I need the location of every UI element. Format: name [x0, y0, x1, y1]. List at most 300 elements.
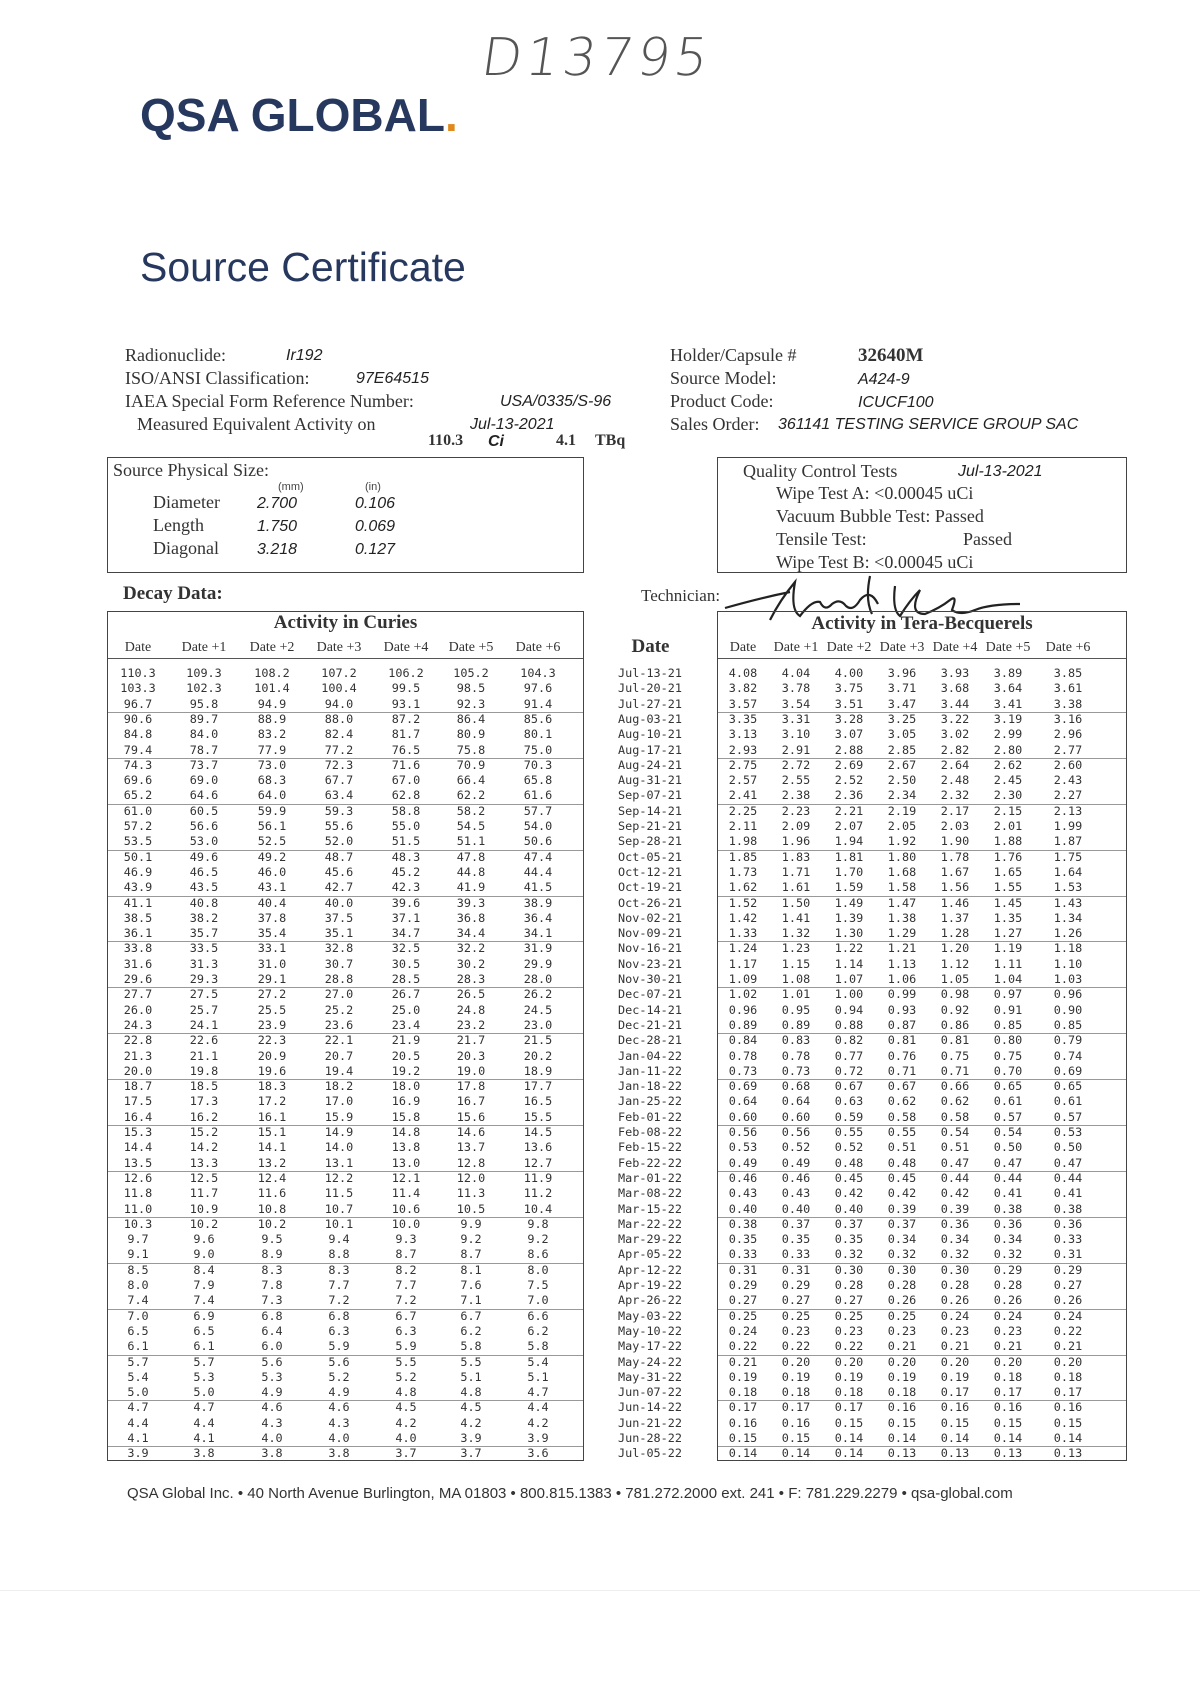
- date-cell: Sep-07-21: [618, 788, 682, 803]
- tbq-cell: 2.48: [940, 773, 970, 788]
- tbq-cell: 1.29: [887, 926, 917, 941]
- date-cell: Mar-01-22: [618, 1170, 682, 1185]
- date-cell: Jul-13-21: [618, 666, 682, 680]
- curies-cell: 92.3: [456, 696, 486, 711]
- tbq-cell: 0.15: [728, 1431, 758, 1445]
- curies-cell: 62.8: [391, 788, 421, 803]
- curies-cell: 10.6: [391, 1201, 421, 1216]
- curies-cell: 12.8: [456, 1155, 486, 1170]
- tbq-cell: 2.99: [993, 727, 1023, 742]
- tbq-cell: 0.53: [1053, 1125, 1083, 1139]
- date-cell: Jul-27-21: [618, 696, 682, 711]
- curies-col-header: Date +4: [383, 640, 429, 655]
- tbq-cell: 0.65: [1053, 1079, 1083, 1094]
- curies-cell: 53.0: [189, 834, 219, 849]
- curies-cell: 18.7: [123, 1079, 153, 1094]
- tbq-cell: 0.81: [940, 1033, 970, 1048]
- curies-cell: 4.2: [395, 1415, 417, 1430]
- tbq-cell: 2.15: [993, 803, 1023, 818]
- tbq-cell: 1.71: [781, 864, 811, 879]
- tbq-cell: 0.74: [1053, 1048, 1083, 1063]
- curies-cell: 50.6: [523, 834, 553, 849]
- curies-cell: 80.1: [523, 727, 553, 742]
- tbq-cell: 0.44: [993, 1170, 1023, 1185]
- tbq-cell: 0.23: [834, 1323, 864, 1338]
- curies-cell: 4.4: [193, 1415, 215, 1430]
- curies-cell: 85.6: [523, 711, 553, 726]
- curies-cell: 6.7: [395, 1308, 417, 1323]
- tbq-cell: 0.64: [781, 1094, 811, 1109]
- curies-cell: 7.6: [460, 1278, 482, 1292]
- tbq-cell: 0.98: [940, 987, 970, 1002]
- curies-cell: 5.7: [193, 1354, 215, 1369]
- tbq-cell: 3.31: [781, 711, 811, 726]
- tbq-cell: 0.22: [781, 1339, 811, 1354]
- date-cell: Nov-16-21: [618, 941, 682, 956]
- curies-cell: 24.8: [456, 1002, 486, 1017]
- curies-cell: 7.4: [193, 1293, 215, 1308]
- curies-cell: 8.7: [395, 1247, 417, 1262]
- tbq-cell: 0.25: [834, 1308, 864, 1323]
- tbq-cell: 1.88: [993, 834, 1023, 849]
- curies-header-divider: [108, 658, 583, 659]
- curies-cell: 21.9: [391, 1033, 421, 1048]
- curies-cell: 4.1: [127, 1431, 149, 1445]
- curies-cell: 67.7: [324, 773, 354, 788]
- curies-cell: 67.0: [391, 773, 421, 788]
- curies-cell: 6.8: [328, 1308, 350, 1323]
- tbq-cell: 0.89: [781, 1017, 811, 1032]
- curies-cell: 4.5: [395, 1400, 417, 1415]
- tbq-cell: 0.25: [728, 1308, 758, 1323]
- date-cell: Sep-28-21: [618, 834, 682, 849]
- curies-cell: 4.8: [395, 1385, 417, 1400]
- tbq-cell: 0.29: [728, 1278, 758, 1292]
- tbq-cell: 1.12: [940, 956, 970, 971]
- curies-cell: 13.1: [324, 1155, 354, 1170]
- tbq-cell: 0.16: [887, 1400, 917, 1415]
- curies-cell: 107.2: [321, 666, 357, 680]
- curies-cell: 96.7: [123, 696, 153, 711]
- tbq-cell: 0.32: [834, 1247, 864, 1262]
- tbq-cell: 1.73: [728, 864, 758, 879]
- activity-tbq: 4.1: [556, 432, 576, 449]
- tbq-cell: 0.52: [834, 1140, 864, 1155]
- tbq-cell: 0.44: [1053, 1170, 1083, 1185]
- tbq-cell: 0.27: [834, 1293, 864, 1308]
- tbq-cell: 0.26: [887, 1293, 917, 1308]
- tbq-cell: 2.88: [834, 742, 864, 757]
- tbq-cell: 0.32: [940, 1247, 970, 1262]
- tbq-col-header: Date +6: [1045, 640, 1091, 655]
- iso-value: 97E64515: [356, 370, 429, 387]
- tbq-cell: 0.14: [781, 1446, 811, 1461]
- curies-cell: 8.2: [395, 1262, 417, 1277]
- tbq-cell: 1.22: [834, 941, 864, 956]
- tbq-cell: 0.28: [940, 1278, 970, 1292]
- tbq-cell: 0.88: [834, 1017, 864, 1032]
- tbq-cell: 0.51: [887, 1140, 917, 1155]
- curies-cell: 37.8: [257, 910, 287, 925]
- date-cell: Jan-11-22: [618, 1063, 682, 1078]
- tbq-cell: 0.22: [1053, 1323, 1083, 1338]
- curies-cell: 5.0: [193, 1385, 215, 1400]
- date-cell: Apr-12-22: [618, 1262, 682, 1277]
- tbq-cell: 0.68: [781, 1079, 811, 1094]
- tbq-cell: 2.32: [940, 788, 970, 803]
- tbq-cell: 0.49: [781, 1155, 811, 1170]
- curies-cell: 94.0: [324, 696, 354, 711]
- curies-cell: 13.0: [391, 1155, 421, 1170]
- curies-cell: 6.2: [460, 1323, 482, 1338]
- curies-cell: 14.1: [257, 1140, 287, 1155]
- tbq-cell: 0.17: [781, 1400, 811, 1415]
- curies-cell: 32.5: [391, 941, 421, 956]
- curies-cell: 27.0: [324, 987, 354, 1002]
- tbq-cell: 0.95: [781, 1002, 811, 1017]
- curies-cell: 5.4: [127, 1369, 149, 1384]
- curies-cell: 3.9: [127, 1446, 149, 1461]
- size-in-length: 0.069: [355, 518, 396, 535]
- tbq-cell: 0.18: [834, 1385, 864, 1400]
- tbq-cell: 3.02: [940, 727, 970, 742]
- ci-unit: Ci: [488, 433, 504, 450]
- tbq-cell: 3.68: [940, 681, 970, 696]
- curies-cell: 43.9: [123, 880, 153, 895]
- date-cell: Jun-28-22: [618, 1431, 682, 1445]
- tbq-cell: 0.26: [1053, 1293, 1083, 1308]
- tbq-cell: 0.78: [781, 1048, 811, 1063]
- tbq-cell: 1.50: [781, 895, 811, 910]
- curies-cell: 34.1: [523, 926, 553, 941]
- curies-cell: 14.9: [324, 1125, 354, 1139]
- curies-cell: 39.6: [391, 895, 421, 910]
- tbq-cell: 0.93: [887, 1002, 917, 1017]
- tbq-cell: 0.92: [940, 1002, 970, 1017]
- curies-cell: 70.3: [523, 757, 553, 772]
- curies-cell: 90.6: [123, 711, 153, 726]
- tbq-cell: 0.53: [728, 1140, 758, 1155]
- tbq-cell: 0.23: [887, 1323, 917, 1338]
- tbq-cell: 0.33: [1053, 1232, 1083, 1247]
- curies-cell: 99.5: [391, 681, 421, 696]
- curies-cell: 7.7: [328, 1278, 350, 1292]
- tbq-cell: 2.57: [728, 773, 758, 788]
- tbq-cell: 0.59: [834, 1109, 864, 1124]
- tbq-cell: 0.57: [1053, 1109, 1083, 1124]
- date-cell: Jan-25-22: [618, 1094, 682, 1109]
- tbq-cell: 1.98: [728, 834, 758, 849]
- curies-cell: 43.1: [257, 880, 287, 895]
- tbq-cell: 0.26: [993, 1293, 1023, 1308]
- tbq-cell: 1.17: [728, 956, 758, 971]
- curies-cell: 62.2: [456, 788, 486, 803]
- date-cell: Jul-20-21: [618, 681, 682, 696]
- curies-cell: 21.1: [189, 1048, 219, 1063]
- tbq-cell: 0.38: [1053, 1201, 1083, 1216]
- tbq-cell: 0.26: [940, 1293, 970, 1308]
- tbq-cell: 0.58: [940, 1109, 970, 1124]
- curies-cell: 9.0: [193, 1247, 215, 1262]
- date-cell: Dec-21-21: [618, 1017, 682, 1032]
- curies-cell: 6.0: [261, 1339, 283, 1354]
- curies-cell: 12.2: [324, 1170, 354, 1185]
- date-cell: Aug-03-21: [618, 711, 682, 726]
- tbq-cell: 2.09: [781, 819, 811, 833]
- curies-cell: 17.5: [123, 1094, 153, 1109]
- curies-cell: 77.2: [324, 742, 354, 757]
- curies-cell: 35.1: [324, 926, 354, 941]
- tbq-cell: 0.21: [728, 1354, 758, 1369]
- curies-cell: 15.1: [257, 1125, 287, 1139]
- curies-cell: 13.3: [189, 1155, 219, 1170]
- curies-cell: 8.9: [261, 1247, 283, 1262]
- date-cell: Oct-05-21: [618, 849, 682, 864]
- tbq-cell: 0.40: [834, 1201, 864, 1216]
- curies-cell: 73.7: [189, 757, 219, 772]
- tbq-cell: 0.36: [940, 1216, 970, 1231]
- date-cell: Oct-26-21: [618, 895, 682, 910]
- curies-cell: 22.6: [189, 1033, 219, 1048]
- tbq-cell: 0.17: [940, 1385, 970, 1400]
- curies-cell: 48.3: [391, 849, 421, 864]
- tbq-cell: 2.13: [1053, 803, 1083, 818]
- iso-label: ISO/ANSI Classification:: [125, 368, 310, 388]
- curies-cell: 7.2: [328, 1293, 350, 1308]
- tbq-cell: 1.61: [781, 880, 811, 895]
- document-title: Source Certificate: [140, 244, 466, 290]
- tbq-cell: 0.51: [940, 1140, 970, 1155]
- curies-cell: 4.0: [261, 1431, 283, 1445]
- curies-cell: 25.7: [189, 1002, 219, 1017]
- curies-cell: 19.8: [189, 1063, 219, 1078]
- tbq-cell: 1.13: [887, 956, 917, 971]
- tbq-cell: 2.50: [887, 773, 917, 788]
- curies-cell: 102.3: [186, 681, 222, 696]
- tbq-cell: 1.21: [887, 941, 917, 956]
- tbq-title: Activity in Tera-Becquerels: [811, 613, 1033, 634]
- tbq-cell: 1.34: [1053, 910, 1083, 925]
- date-cell: Feb-15-22: [618, 1140, 682, 1155]
- curies-cell: 7.9: [193, 1278, 215, 1292]
- curies-cell: 20.3: [456, 1048, 486, 1063]
- curies-cell: 15.6: [456, 1109, 486, 1124]
- curies-cell: 3.8: [193, 1446, 215, 1461]
- tbq-cell: 3.78: [781, 681, 811, 696]
- tbq-cell: 0.27: [1053, 1278, 1083, 1292]
- tbq-cell: 0.18: [993, 1369, 1023, 1384]
- tbq-cell: 0.24: [1053, 1308, 1083, 1323]
- curies-cell: 5.3: [193, 1369, 215, 1384]
- curies-cell: 37.5: [324, 910, 354, 925]
- curies-cell: 100.4: [321, 681, 357, 696]
- tbq-col-header: Date: [729, 640, 757, 655]
- date-cell: Jan-18-22: [618, 1079, 682, 1094]
- curies-cell: 27.7: [123, 987, 153, 1002]
- size-in-diameter: 0.106: [355, 495, 396, 512]
- tbq-cell: 1.92: [887, 834, 917, 849]
- tbq-cell: 2.72: [781, 757, 811, 772]
- curies-cell: 82.4: [324, 727, 354, 742]
- curies-cell: 7.0: [127, 1308, 149, 1323]
- tbq-cell: 0.75: [993, 1048, 1023, 1063]
- tbq-cell: 3.38: [1053, 696, 1083, 711]
- size-mm-diagonal: 3.218: [257, 541, 298, 558]
- tbq-cell: 0.77: [834, 1048, 864, 1063]
- curies-cell: 4.2: [527, 1415, 549, 1430]
- tbq-cell: 1.35: [993, 910, 1023, 925]
- curies-cell: 42.7: [324, 880, 354, 895]
- curies-cell: 6.7: [460, 1308, 482, 1323]
- tbq-cell: 1.32: [781, 926, 811, 941]
- curies-cell: 86.4: [456, 711, 486, 726]
- curies-cell: 8.3: [328, 1262, 350, 1277]
- curies-cell: 32.8: [324, 941, 354, 956]
- curies-cell: 11.2: [523, 1186, 553, 1201]
- date-cell: Dec-07-21: [618, 987, 682, 1002]
- tensile-value: Passed: [963, 529, 1012, 549]
- curies-cell: 4.5: [460, 1400, 482, 1415]
- tbq-cell: 1.52: [728, 895, 758, 910]
- tbq-cell: 2.30: [993, 788, 1023, 803]
- curies-cell: 31.0: [257, 956, 287, 971]
- curies-cell: 6.3: [395, 1323, 417, 1338]
- curies-cell: 15.8: [391, 1109, 421, 1124]
- curies-cell: 49.6: [189, 849, 219, 864]
- curies-cell: 77.9: [257, 742, 287, 757]
- curies-col-header: Date: [124, 640, 152, 655]
- curies-cell: 24.3: [123, 1017, 153, 1032]
- tbq-cell: 0.25: [887, 1308, 917, 1323]
- tbq-cell: 4.00: [834, 666, 864, 680]
- tbq-cell: 3.71: [887, 681, 917, 696]
- tbq-cell: 0.48: [834, 1155, 864, 1170]
- curies-cell: 28.5: [391, 972, 421, 986]
- curies-cell: 15.5: [523, 1109, 553, 1124]
- tbq-cell: 1.26: [1053, 926, 1083, 941]
- page-bottom-line: [0, 1590, 1200, 1591]
- tbq-cell: 1.06: [887, 972, 917, 986]
- tbq-cell: 2.07: [834, 819, 864, 833]
- tbq-cell: 2.67: [887, 757, 917, 772]
- curies-cell: 74.3: [123, 757, 153, 772]
- tbq-cell: 0.31: [1053, 1247, 1083, 1262]
- tbq-cell: 0.14: [728, 1446, 758, 1461]
- curies-cell: 42.3: [391, 880, 421, 895]
- curies-cell: 97.6: [523, 681, 553, 696]
- curies-cell: 19.6: [257, 1063, 287, 1078]
- tbq-cell: 0.61: [1053, 1094, 1083, 1109]
- wipe-test-b: Wipe Test B: <0.00045 uCi: [776, 552, 974, 572]
- curies-cell: 34.7: [391, 926, 421, 941]
- curies-cell: 6.1: [127, 1339, 149, 1354]
- curies-cell: 9.5: [261, 1232, 283, 1247]
- curies-cell: 41.9: [456, 880, 486, 895]
- curies-cell: 12.7: [523, 1155, 553, 1170]
- tbq-cell: 0.38: [728, 1216, 758, 1231]
- curies-cell: 75.0: [523, 742, 553, 757]
- tbq-unit: TBq: [595, 432, 626, 449]
- curies-cell: 23.2: [456, 1017, 486, 1032]
- curies-cell: 25.2: [324, 1002, 354, 1017]
- tbq-cell: 3.16: [1053, 711, 1083, 726]
- tbq-cell: 0.85: [1053, 1017, 1083, 1032]
- curies-cell: 53.5: [123, 834, 153, 849]
- tbq-cell: 0.23: [781, 1323, 811, 1338]
- tbq-cell: 1.65: [993, 864, 1023, 879]
- curies-cell: 10.7: [324, 1201, 354, 1216]
- tbq-cell: 1.28: [940, 926, 970, 941]
- curies-cell: 64.6: [189, 788, 219, 803]
- tbq-cell: 1.07: [834, 972, 864, 986]
- tbq-cell: 0.31: [728, 1262, 758, 1277]
- tbq-cell: 0.55: [834, 1125, 864, 1139]
- curies-cell: 35.7: [189, 926, 219, 941]
- curies-cell: 3.9: [460, 1431, 482, 1445]
- tbq-cell: 3.89: [993, 666, 1023, 680]
- tbq-cell: 2.60: [1053, 757, 1083, 772]
- curies-cell: 22.1: [324, 1033, 354, 1048]
- tbq-cell: 0.17: [1053, 1385, 1083, 1400]
- curies-cell: 36.4: [523, 910, 553, 925]
- curies-cell: 69.0: [189, 773, 219, 788]
- tbq-cell: 0.19: [834, 1369, 864, 1384]
- tbq-cell: 0.23: [993, 1323, 1023, 1338]
- curies-cell: 10.8: [257, 1201, 287, 1216]
- curies-cell: 46.9: [123, 864, 153, 879]
- qc-title: Quality Control Tests: [743, 461, 898, 481]
- tbq-col-header: Date +3: [879, 640, 925, 655]
- date-cell: Nov-09-21: [618, 926, 682, 941]
- curies-cell: 65.2: [123, 788, 153, 803]
- tbq-cell: 3.44: [940, 696, 970, 711]
- tbq-cell: 0.13: [887, 1446, 917, 1461]
- curies-cell: 5.2: [328, 1369, 350, 1384]
- tbq-cell: 1.78: [940, 849, 970, 864]
- tbq-cell: 3.25: [887, 711, 917, 726]
- tbq-cell: 0.16: [728, 1415, 758, 1430]
- tbq-cell: 2.11: [728, 819, 758, 833]
- curies-cell: 5.3: [261, 1369, 283, 1384]
- tbq-cell: 2.82: [940, 742, 970, 757]
- tbq-cell: 1.27: [993, 926, 1023, 941]
- curies-cell: 84.0: [189, 727, 219, 742]
- curies-cell: 83.2: [257, 727, 287, 742]
- curies-cell: 70.9: [456, 757, 486, 772]
- curies-cell: 54.0: [523, 819, 553, 833]
- curies-cell: 76.5: [391, 742, 421, 757]
- curies-cell: 18.5: [189, 1079, 219, 1094]
- tbq-cell: 0.67: [887, 1079, 917, 1094]
- curies-cell: 10.5: [456, 1201, 486, 1216]
- tbq-cell: 0.50: [993, 1140, 1023, 1155]
- tbq-cell: 0.54: [993, 1125, 1023, 1139]
- tbq-cell: 3.22: [940, 711, 970, 726]
- date-cell: Feb-01-22: [618, 1109, 682, 1124]
- tbq-cell: 4.04: [781, 666, 811, 680]
- tbq-cell: 3.96: [887, 666, 917, 680]
- curies-cell: 9.2: [460, 1232, 482, 1247]
- curies-cell: 13.6: [523, 1140, 553, 1155]
- holder-value: 32640M: [858, 345, 924, 366]
- tbq-cell: 2.36: [834, 788, 864, 803]
- curies-cell: 26.0: [123, 1002, 153, 1017]
- tbq-cell: 0.33: [728, 1247, 758, 1262]
- curies-cell: 20.2: [523, 1048, 553, 1063]
- tbq-cell: 1.75: [1053, 849, 1083, 864]
- curies-cell: 18.3: [257, 1079, 287, 1094]
- tbq-cell: 1.62: [728, 880, 758, 895]
